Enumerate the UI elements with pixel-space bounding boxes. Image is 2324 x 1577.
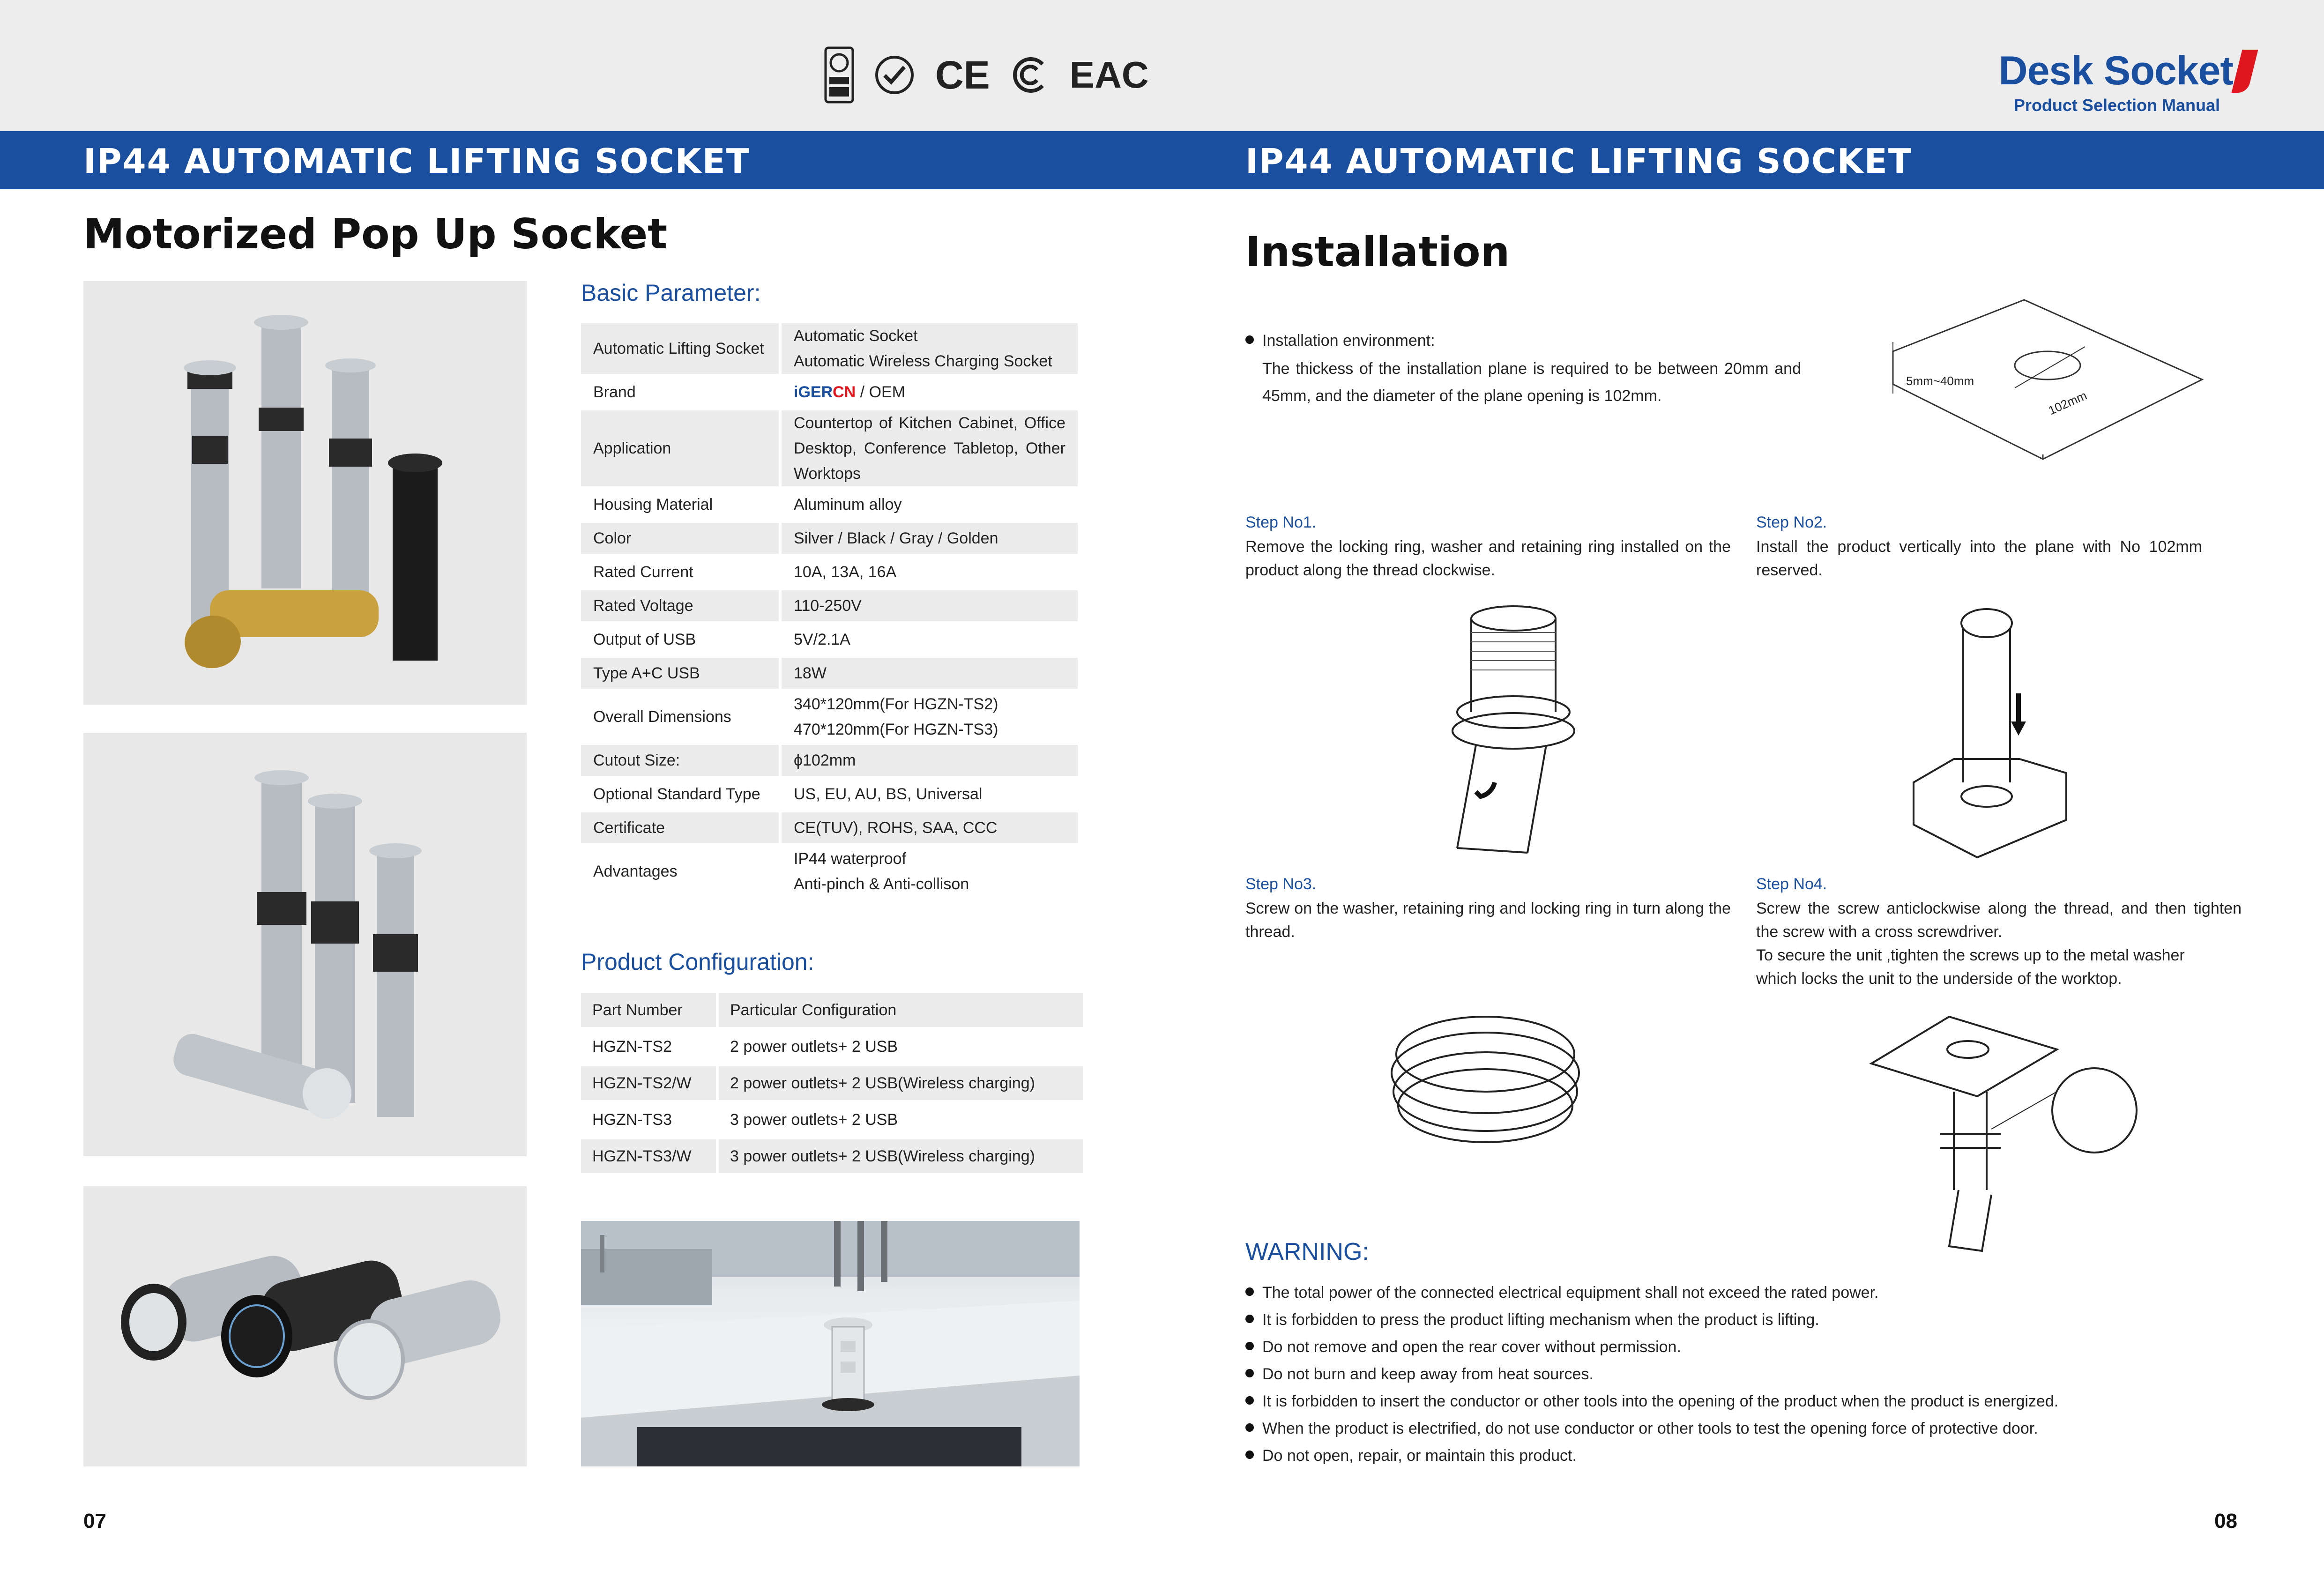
table-row — [581, 521, 1078, 555]
brand-subtitle: Product Selection Manual — [2013, 96, 2220, 115]
ce-mark: CE — [935, 52, 990, 97]
configuration: 3 power outlets+ 2 USB(Wireless charging) — [717, 1138, 1083, 1175]
table-row — [581, 323, 1078, 375]
param-value-line: Automatic Socket — [794, 327, 918, 345]
warning-text: Do not remove and open the rear cover without permission. — [1262, 1338, 1681, 1356]
bullet-icon — [1245, 1287, 1254, 1296]
igercn-logo-a: iGER — [794, 383, 833, 401]
configuration: 3 power outlets+ 2 USB — [717, 1101, 1083, 1138]
certification-marks — [825, 47, 1149, 103]
step-4-line-4: which locks the unit to the underside of the worktop. — [1756, 970, 2122, 988]
installation-plane-diagram — [1888, 295, 2207, 464]
step-4-line-2: the screw with a cross screwdriver. — [1756, 923, 2003, 941]
env-text-line-2: 45mm, and the diameter of the plane opening is 102mm. — [1262, 387, 1662, 405]
warning-item — [1245, 1444, 1577, 1467]
step-3-line-1: Screw on the washer, retaining ring and locking ring in turn along the — [1245, 900, 1731, 917]
warning-item — [1245, 1417, 2038, 1440]
step-1-illustration — [1424, 604, 1584, 857]
table-row — [581, 1101, 1083, 1138]
product-configuration-table — [581, 993, 1083, 1176]
step-2-line-1: Install the product vertically into the plane with No 102mm — [1756, 538, 2202, 556]
socket-group-illustration-2 — [83, 733, 527, 1156]
param-key: Type A+C USB — [581, 656, 780, 690]
step-4-line-1: Screw the screw anticlockwise along the thread, and then tighten — [1756, 900, 2242, 917]
param-value-line: IP44 waterproof — [794, 850, 907, 868]
warning-text: Do not open, repair, or maintain this product. — [1262, 1447, 1577, 1465]
table-row — [581, 744, 1078, 777]
param-value — [780, 323, 1078, 375]
env-label-text: Installation environment: — [1262, 332, 1435, 350]
param-key: Certificate — [581, 811, 780, 845]
param-key: Cutout Size: — [581, 744, 780, 777]
installation-environment-label — [1245, 329, 1435, 352]
left-bar-title: IP44 AUTOMATIC LIFTING SOCKET — [83, 141, 750, 181]
env-text-line-1: The thickess of the installation plane is required to be between 20mm and — [1262, 360, 1801, 378]
brand-title-text: Desk Socket — [1998, 48, 2233, 93]
igercn-logo-b: CN — [833, 383, 856, 401]
warning-text: It is forbidden to press the product lifting mechanism when the product is lifting. — [1262, 1311, 1819, 1329]
part-number: HGZN-TS2 — [581, 1028, 717, 1065]
part-number: HGZN-TS2/W — [581, 1065, 717, 1101]
configuration: 2 power outlets+ 2 USB(Wireless charging) — [717, 1065, 1083, 1101]
step-2-line-2: reserved. — [1756, 561, 1823, 579]
param-key: Rated Current — [581, 555, 780, 589]
param-value — [780, 690, 1078, 744]
param-key: Color — [581, 521, 780, 555]
page-number-left: 07 — [83, 1510, 106, 1532]
warning-heading: WARNING: — [1245, 1238, 1369, 1265]
param-key: Rated Voltage — [581, 589, 780, 623]
bullet-icon — [1245, 1451, 1254, 1459]
kitchen-countertop-photo — [581, 1221, 1080, 1466]
table-header-row — [581, 993, 1083, 1028]
ccc-mark-icon — [873, 54, 916, 96]
param-value — [780, 375, 1078, 409]
table-row — [581, 409, 1078, 488]
param-key: Advantages — [581, 845, 780, 898]
param-key: Application — [581, 409, 780, 488]
table-row — [581, 777, 1078, 811]
param-key: Overall Dimensions — [581, 690, 780, 744]
table-row — [581, 1028, 1083, 1065]
warning-text: It is forbidden to insert the conductor or other tools into the opening of the product when the product is energized. — [1262, 1392, 2059, 1410]
param-value-line: Automatic Wireless Charging Socket — [794, 352, 1052, 370]
param-value: 110-250V — [780, 589, 1078, 623]
basic-parameter-table — [581, 323, 1078, 900]
step-4-line-3: To secure the unit ,tighten the screws up to the metal washer — [1756, 946, 2185, 964]
warning-item — [1245, 1281, 1878, 1304]
param-key: Optional Standard Type — [581, 777, 780, 811]
table-row — [581, 589, 1078, 623]
warning-item — [1245, 1335, 1681, 1359]
step-3-line-2: thread. — [1245, 923, 1295, 941]
basic-parameter-heading: Basic Parameter: — [581, 280, 761, 306]
product-photo-3 — [83, 1186, 527, 1466]
column-header-conf: Particular Configuration — [717, 993, 1083, 1028]
param-value: Countertop of Kitchen Cabinet, Office Desktop, Conference Tabletop, Other Worktops — [780, 409, 1078, 488]
param-value: ϕ102mm — [780, 744, 1078, 777]
step-3-illustration — [1387, 1003, 1584, 1148]
bullet-icon — [1245, 1423, 1254, 1432]
part-number: HGZN-TS3 — [581, 1101, 717, 1138]
igercn-logo — [794, 383, 856, 401]
param-key: Brand — [581, 375, 780, 409]
param-value-line: / OEM — [856, 383, 906, 401]
eac-mark: EAC — [1069, 54, 1149, 96]
product-configuration-heading: Product Configuration: — [581, 949, 814, 975]
param-key: Automatic Lifting Socket — [581, 323, 780, 375]
param-value-line: 340*120mm(For HGZN-TS2) — [794, 695, 998, 713]
bullet-icon — [1245, 1342, 1254, 1350]
left-page-title: Motorized Pop Up Socket — [83, 210, 668, 258]
table-row — [581, 811, 1078, 845]
step-1-line-2: product along the thread clockwise. — [1245, 561, 1495, 579]
bullet-icon — [1245, 335, 1254, 344]
top-header — [0, 0, 2324, 131]
table-row — [581, 555, 1078, 589]
warning-item — [1245, 1362, 1594, 1386]
table-row — [581, 1065, 1083, 1101]
param-value-line: Anti-pinch & Anti-collison — [794, 875, 969, 893]
column-header-part: Part Number — [581, 993, 717, 1028]
param-value: US, EU, AU, BS, Universal — [780, 777, 1078, 811]
param-value: Silver / Black / Gray / Golden — [780, 521, 1078, 555]
brand-logo — [1998, 50, 2253, 115]
table-row — [581, 845, 1078, 898]
table-row — [581, 1138, 1083, 1175]
kitchen-scene-illustration — [581, 1221, 1080, 1466]
socket-group-illustration-1 — [83, 281, 527, 705]
table-row — [581, 623, 1078, 656]
saso-mark-icon — [825, 47, 854, 103]
param-value: 10A, 13A, 16A — [780, 555, 1078, 589]
bullet-icon — [1245, 1315, 1254, 1323]
table-row — [581, 488, 1078, 521]
param-key: Output of USB — [581, 623, 780, 656]
table-row — [581, 656, 1078, 690]
warning-item — [1245, 1308, 1819, 1332]
bullet-icon — [1245, 1396, 1254, 1405]
right-page-title: Installation — [1245, 228, 1510, 276]
brand-title — [1998, 50, 2253, 93]
param-value: 18W — [780, 656, 1078, 690]
socket-group-illustration-3 — [83, 1186, 527, 1466]
thickness-label: 5mm~40mm — [1906, 374, 1974, 388]
page-number-right: 08 — [2214, 1510, 2237, 1532]
param-value: 5V/2.1A — [780, 623, 1078, 656]
warning-text: When the product is electrified, do not use conductor or other tools to test the opening force of protective door. — [1262, 1420, 2038, 1437]
warning-item — [1245, 1390, 2058, 1413]
step-4-illustration — [1865, 1012, 2151, 1256]
right-bar-title: IP44 AUTOMATIC LIFTING SOCKET — [1245, 141, 1912, 181]
step-1-title: Step No1. — [1245, 513, 1317, 531]
diameter-label: 102mm — [2046, 388, 2089, 418]
warning-text: The total power of the connected electrical equipment shall not exceed the rated power. — [1262, 1284, 1879, 1302]
step-4-title: Step No4. — [1756, 875, 1827, 893]
warning-text: Do not burn and keep away from heat sources. — [1262, 1365, 1594, 1383]
configuration: 2 power outlets+ 2 USB — [717, 1028, 1083, 1065]
step-2-title: Step No2. — [1756, 513, 1827, 531]
step-2-illustration — [1907, 604, 2291, 867]
param-value: Aluminum alloy — [780, 488, 1078, 521]
param-value — [780, 845, 1078, 898]
table-row — [581, 690, 1078, 744]
saa-mark-icon — [1010, 55, 1050, 95]
param-value: CE(TUV), ROHS, SAA, CCC — [780, 811, 1078, 845]
table-row — [581, 375, 1078, 409]
param-value-line: 470*120mm(For HGZN-TS3) — [794, 721, 998, 738]
step-1-line-1: Remove the locking ring, washer and retaining ring installed on the — [1245, 538, 1731, 556]
param-key: Housing Material — [581, 488, 780, 521]
part-number: HGZN-TS3/W — [581, 1138, 717, 1175]
product-photo-1 — [83, 281, 527, 705]
product-photo-2 — [83, 733, 527, 1156]
bullet-icon — [1245, 1369, 1254, 1377]
step-3-title: Step No3. — [1245, 875, 1317, 893]
